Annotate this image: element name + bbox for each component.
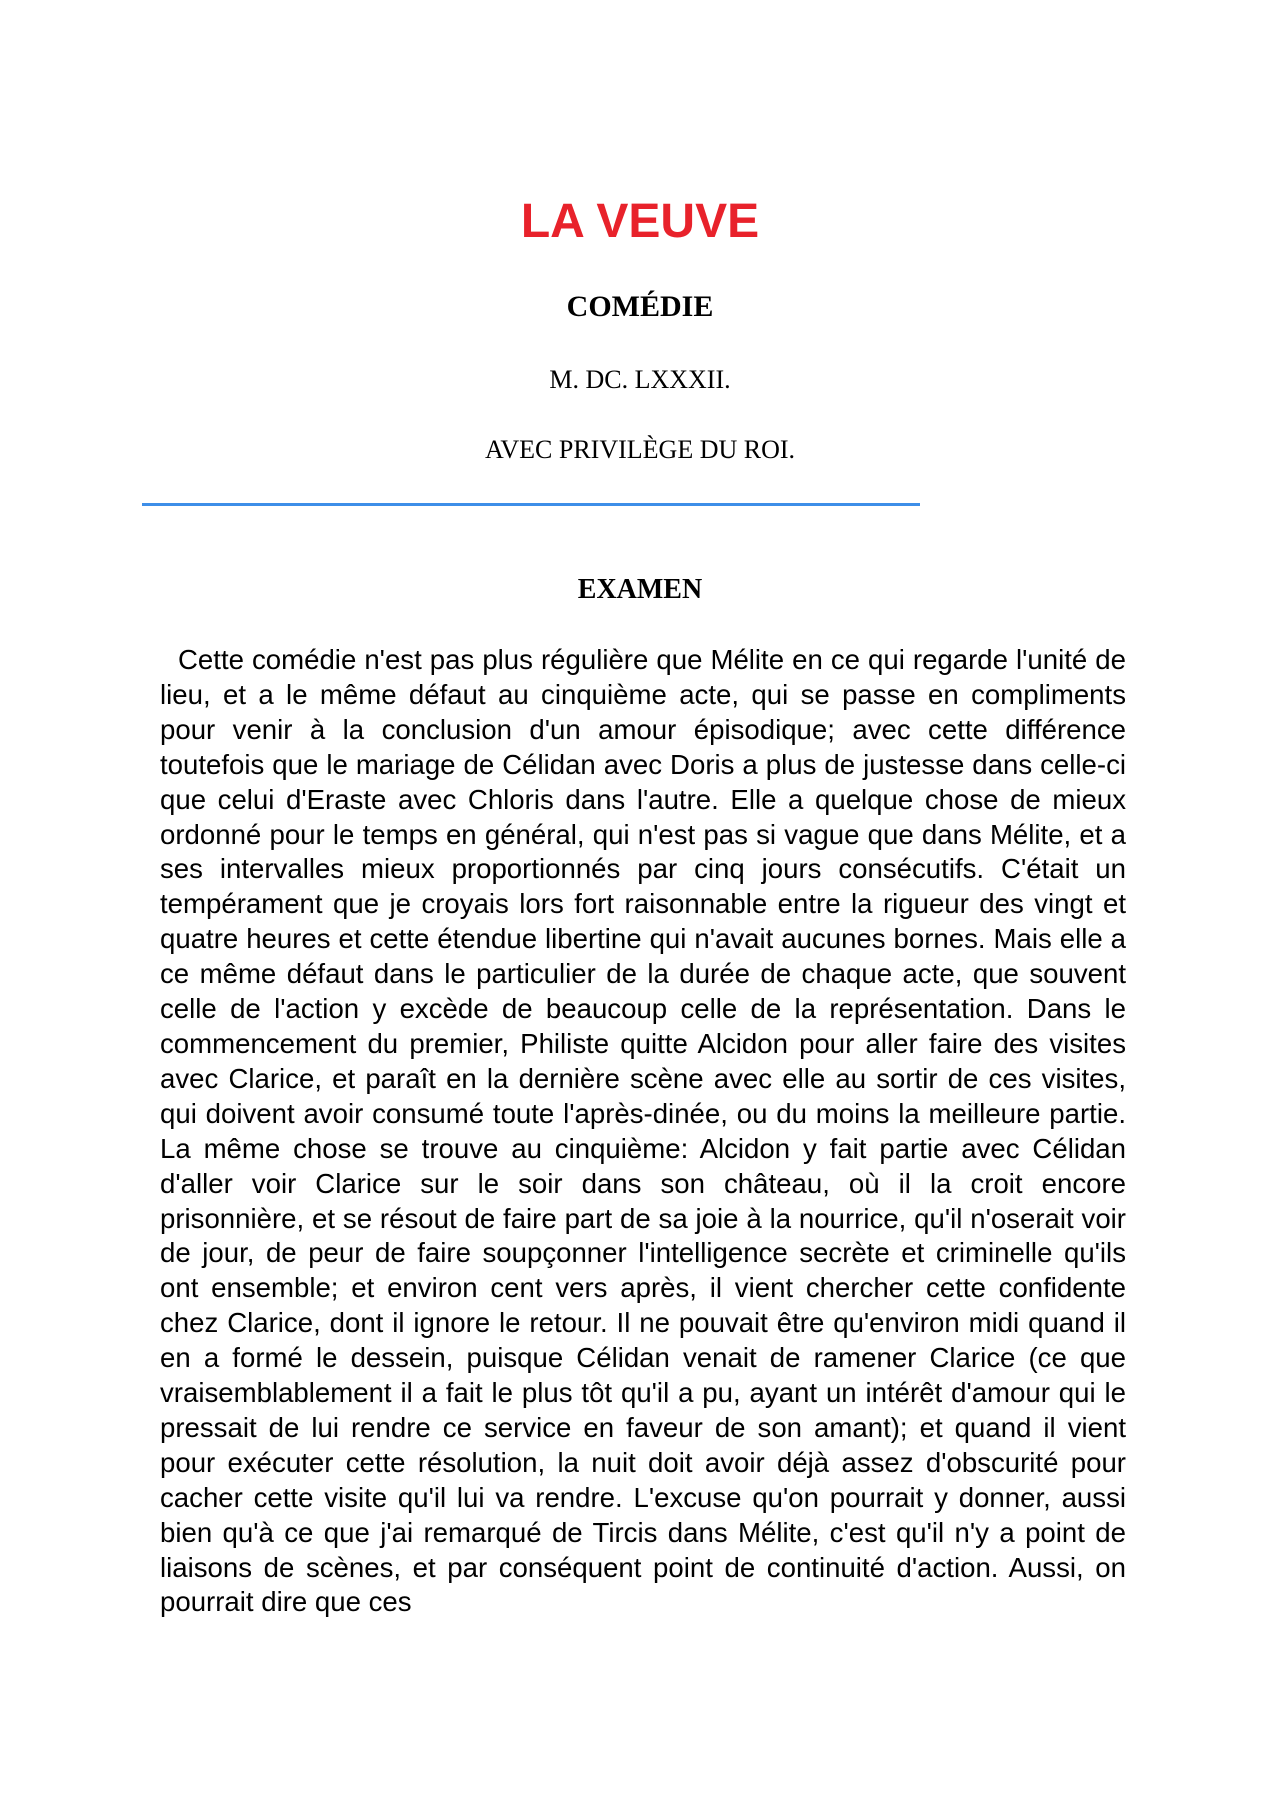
horizontal-divider: [142, 503, 920, 506]
examen-paragraph: Cette comédie n'est pas plus régulière que Mélite en ce qui regarde l'unité de lieu, et a le même défaut au cinquième acte, qui se passe en compliments pour venir à la conclusion d'un amour épisodique; avec cette différence toutefois que le mariage de Célidan avec Doris a plus de justesse dans celle-ci que celui d'Eraste avec Chloris dans l'autre. Elle a quelque chose de mieux ordonné pour le temps en général, qui n'est pas si vague que dans Mélite, et a ses intervalles mieux proportionnés par cinq jours consécutifs. C'était un tempérament que je croyais lors fort raisonnable entre la rigueur des vingt et quatre heures et cette étendue libertine qui n'avait aucunes bornes. Mais elle a ce même défaut dans le particulier de la durée de chaque acte, que souvent celle de l'action y excède de beaucoup celle de la représentation. Dans le commencement du premier, Philiste quitte Alcidon pour aller faire des visites avec Clarice, et paraît en la dernière scène avec elle au sortir de ces visites, qui doivent avoir consumé toute l'après-dinée, ou du moins la meilleure partie. La même chose se trouve au cinquième: Alcidon y fait partie avec Célidan d'aller voir Clarice sur le soir dans son château, où il la croit encore prisonnière, et se résout de faire part de sa joie à la nourrice, qu'il n'oserait voir de jour, de peur de faire soupçonner l'intelligence secrète et criminelle qu'ils ont ensemble; et environ cent vers après, il vient chercher cette confidente chez Clarice, dont il ignore le retour. Il ne pouvait être qu'environ midi quand il en a formé le dessein, puisque Célidan venait de ramener Clarice (ce que vraisemblablement il a fait le plus tôt qu'il a pu, ayant un intérêt d'amour qui le pressait de lui rendre ce service en faveur de son amant); et quand il vient pour exécuter cette résolution, la nuit doit avoir déjà assez d'obscurité pour cacher cette visite qu'il lui va rendre. L'excuse qu'on pourrait y donner, aussi bien qu'à ce que j'ai remarqué de Tircis dans Mélite, c'est qu'il n'y a point de liaisons de scènes, et par conséquent point de continuité d'action. Aussi, on pourrait dire que ces: [160, 644, 1126, 1618]
publication-date: M. DC. LXXXII.: [549, 365, 731, 394]
play-title: LA VEUVE: [520, 195, 760, 248]
royal-privilege: AVEC PRIVILÈGE DU ROI.: [484, 435, 796, 464]
play-genre: COMÉDIE: [566, 290, 714, 323]
section-heading: EXAMEN: [577, 574, 703, 605]
